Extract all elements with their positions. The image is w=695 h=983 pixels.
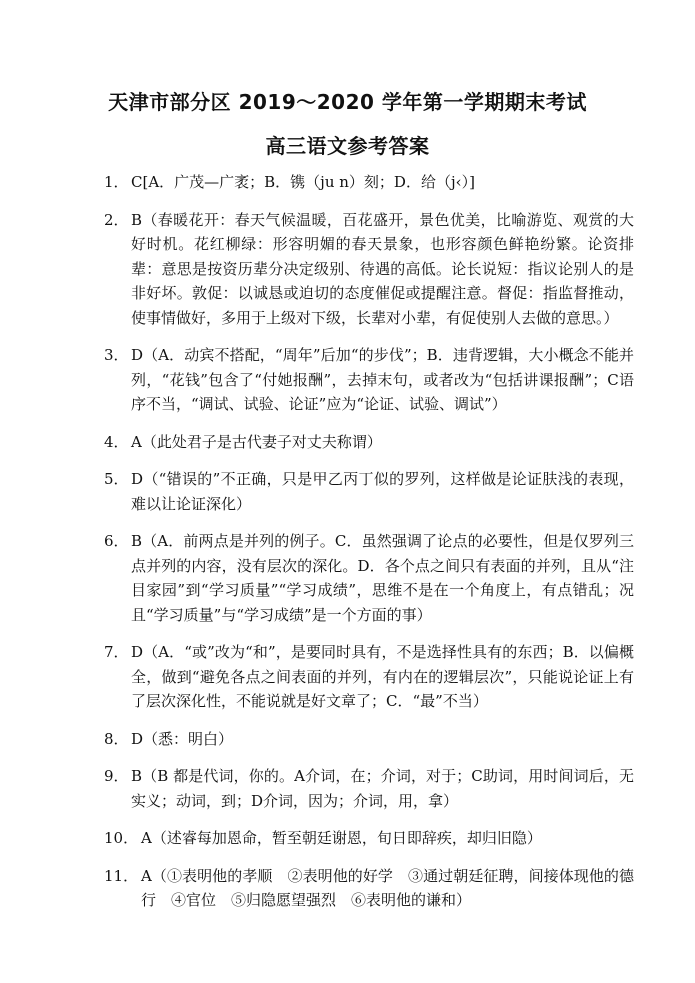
answer-text: D（A．“或”改为“和”，是要同时具有，不是选择性具有的东西；B．以偏概全，做到“避免各点之间表面的并列，有内在的逻辑层次”，只能说论证上有了层次深化性，不能说就是好文章了；C．“最”不当） xyxy=(131,643,634,710)
answer-number: 5． xyxy=(104,470,129,488)
answer-text: D（“错误的”不正确，只是甲乙丙丁似的罗列，这样做是论证肤浅的表现，难以让论证深化） xyxy=(131,470,634,513)
answer-number: 4． xyxy=(104,432,129,451)
answer-text: D（悉：明白） xyxy=(131,729,234,748)
answer-text: B（A．前两点是并列的例子。C．虽然强调了论点的必要性，但是仅罗列三点并列的内容，没有层次的深化。D．各个点之间只有表面的并列，且从“注目家园”到“学习质量”“学习成绩”，思维不是在一个角度上，有点错乱；况且“学习质量”与“学习成绩”是一个方面的事） xyxy=(131,532,634,624)
answer-list xyxy=(104,170,634,926)
answer-item-6 xyxy=(104,529,634,627)
answer-item-10 xyxy=(104,826,634,851)
answer-number: 10． xyxy=(104,829,139,847)
answer-number: 11． xyxy=(104,866,139,885)
answer-number: 6． xyxy=(104,532,129,550)
answer-item-3 xyxy=(104,343,634,417)
document-title: 天津市部分区 2019～2020 学年第一学期期末考试 xyxy=(108,90,587,114)
answer-text: D（A．动宾不搭配，“周年”后加“的步伐”；B．违背逻辑，大小概念不能并列，“花钱”包含了“付她报酬”，去掉末句，或者改为“包括讲课报酬”；C语序不当，“调试、试验、论证”应为“论证、试验、调试”） xyxy=(131,346,634,413)
answer-text: C[A．广茂—广袤；B．镌（ju n）刻；D．给（j‹）] xyxy=(131,173,475,191)
document-subtitle: 高三语文参考答案 xyxy=(265,134,430,158)
answer-item-11 xyxy=(104,864,634,913)
answer-item-5 xyxy=(104,467,634,516)
answer-number: 3． xyxy=(104,346,129,364)
answer-text: B（春暖花开：春天气候温暖，百花盛开，景色优美，比喻游览、观赏的大好时机。花红柳绿：形容明媚的春天景象，也形容颜色鲜艳纷繁。论资排辈：意思是按资历辈分决定级别、待遇的高低。论长说短：指议论别人的是非好坏。敦促：以诚恳或迫切的态度催促或提醒注意。督促：指监督推动，使事情做好，多用于上级对下级，长辈对小辈，有促使别人去做的意思。） xyxy=(131,210,634,327)
answer-item-7 xyxy=(104,640,634,714)
answer-text: B（B 都是代词，你的。A介词，在；介词，对于；C助词，用时间词后，无实义；动词，到；D介词，因为；介词，用，拿） xyxy=(131,767,634,810)
answer-text: A（①表明他的孝顺 ②表明他的好学 ③通过朝廷征聘，间接体现他的德行 ④官位 ⑤归隐愿望强烈 ⑥表明他的谦和） xyxy=(141,866,634,909)
answer-text: A（述睿每加恩命，暂至朝廷谢恩，旬日即辞疾，却归旧隐） xyxy=(141,829,542,847)
answer-number: 1． xyxy=(104,173,129,191)
answer-item-2 xyxy=(104,208,634,331)
answer-number: 8． xyxy=(104,729,129,748)
answer-text: A（此处君子是古代妻子对丈夫称谓） xyxy=(131,432,382,451)
answer-item-4 xyxy=(104,430,634,455)
answer-number: 9． xyxy=(104,767,129,785)
answer-item-1 xyxy=(104,170,634,195)
answer-number: 7． xyxy=(104,643,129,661)
answer-number: 2． xyxy=(104,210,129,229)
answer-item-9 xyxy=(104,764,634,813)
answer-item-8 xyxy=(104,727,634,752)
